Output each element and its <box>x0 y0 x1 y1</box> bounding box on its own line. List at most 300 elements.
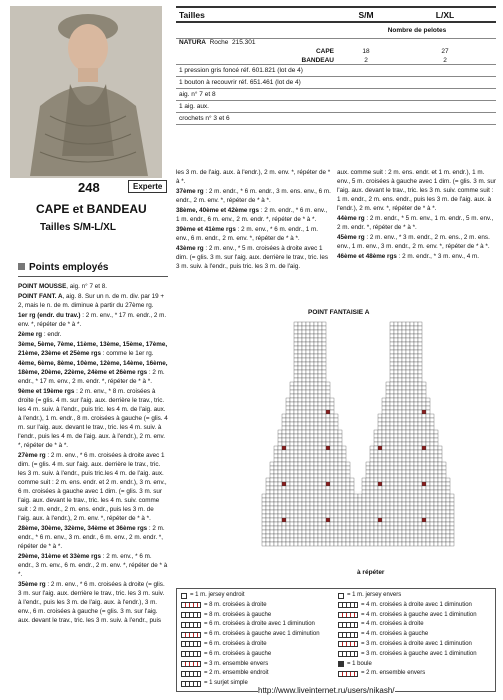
chart-cell <box>378 542 382 546</box>
instruction-row-label: 39ème et 41ème rgs <box>176 226 236 233</box>
chart-cell <box>410 518 414 522</box>
chart-cell <box>274 458 278 462</box>
chart-cell <box>262 538 266 542</box>
chart-cell <box>306 454 310 458</box>
chart-cell <box>294 414 298 418</box>
chart-cell <box>422 394 426 398</box>
chart-cell <box>414 378 418 382</box>
chart-cell <box>318 402 322 406</box>
chart-cell <box>290 542 294 546</box>
chart-cell <box>310 430 314 434</box>
chart-cell <box>422 522 426 526</box>
chart-cell <box>430 454 434 458</box>
chart-cell <box>426 486 430 490</box>
chart-cell <box>434 506 438 510</box>
chart-cell <box>286 434 290 438</box>
chart-cell <box>306 326 310 330</box>
chart-cell <box>366 530 370 534</box>
chart-cell <box>378 470 382 474</box>
chart-cell <box>394 498 398 502</box>
chart-cell <box>282 414 286 418</box>
chart-cell <box>314 438 318 442</box>
chart-cell <box>398 514 402 518</box>
chart-cell <box>434 478 438 482</box>
chart-cell <box>430 522 434 526</box>
section-title <box>18 262 108 273</box>
chart-cell <box>362 478 366 482</box>
chart-cell <box>418 370 422 374</box>
chart-cell <box>450 494 454 498</box>
chart-cell <box>394 334 398 338</box>
chart-cell <box>414 418 418 422</box>
chart-cell <box>422 518 426 522</box>
chart-cell <box>270 522 274 526</box>
stitch-symbol-icon <box>181 641 201 647</box>
chart-cell <box>310 334 314 338</box>
chart-cell <box>398 362 402 366</box>
chart-cell <box>286 474 290 478</box>
chart-cell <box>382 398 386 402</box>
chart-cell <box>386 422 390 426</box>
instruction-text: : 2 m. endr., * 6 m. env., 1 m. endr., 6 m. env., 2 m. endr. *, répéter de * à *. <box>176 207 328 223</box>
chart-cell <box>294 530 298 534</box>
chart-cell <box>374 454 378 458</box>
chart-cell <box>306 342 310 346</box>
chart-cell <box>390 474 394 478</box>
chart-cell <box>374 458 378 462</box>
chart-cell <box>354 534 358 538</box>
chart-cell <box>398 386 402 390</box>
chart-cell <box>406 414 410 418</box>
chart-cell <box>342 538 346 542</box>
chart-cell <box>418 534 422 538</box>
chart-cell <box>302 386 306 390</box>
chart-cell <box>302 486 306 490</box>
chart-cell <box>270 542 274 546</box>
chart-cell <box>318 490 322 494</box>
chart-cell <box>266 518 270 522</box>
chart-cell <box>402 486 406 490</box>
chart-cell <box>402 470 406 474</box>
chart-cell <box>266 514 270 518</box>
chart-cell <box>390 434 394 438</box>
instruction-row-label: 38ème, 40ème et 42ème rgs <box>176 207 259 214</box>
chart-cell <box>442 502 446 506</box>
chart-cell <box>382 478 386 482</box>
chart-cell <box>370 538 374 542</box>
chart-cell <box>350 526 354 530</box>
chart-cell <box>322 378 326 382</box>
chart-cell <box>378 446 382 450</box>
chart-cell <box>314 394 318 398</box>
chart-cell <box>450 530 454 534</box>
chart-cell <box>338 462 342 466</box>
instruction-text: : 2 m. env., * 17 m. endr., 2 m. env. *, répéter de * à *. <box>18 312 167 328</box>
chart-cell <box>282 526 286 530</box>
chart-cell <box>302 330 306 334</box>
chart-cell <box>314 410 318 414</box>
chart-cell <box>410 342 414 346</box>
chart-cell <box>406 486 410 490</box>
chart-cell <box>302 514 306 518</box>
chart-cell <box>334 438 338 442</box>
chart-cell <box>314 474 318 478</box>
chart-cell <box>410 438 414 442</box>
stitch-symbol-icon <box>181 632 201 638</box>
chart-cell <box>282 478 286 482</box>
chart-cell <box>418 466 422 470</box>
chart-cell <box>414 434 418 438</box>
chart-cell <box>322 426 326 430</box>
chart-cell <box>414 382 418 386</box>
chart-cell <box>294 502 298 506</box>
chart-cell <box>418 450 422 454</box>
chart-cell <box>426 530 430 534</box>
chart-cell <box>334 526 338 530</box>
chart-cell <box>338 530 342 534</box>
chart-cell <box>294 538 298 542</box>
chart-cell <box>262 494 266 498</box>
chart-cell <box>342 522 346 526</box>
chart-cell <box>410 462 414 466</box>
chart-cell <box>406 506 410 510</box>
chart-cell <box>326 402 330 406</box>
chart-cell <box>398 350 402 354</box>
chart-cell <box>274 478 278 482</box>
chart-cell <box>326 522 330 526</box>
chart-cell <box>282 438 286 442</box>
chart-cell <box>322 498 326 502</box>
chart-cell <box>302 402 306 406</box>
instruction-text: : 2 m. endr., * 17 m. env., 2 m. endr. *, répéter de * à *. <box>18 369 165 385</box>
chart-cell <box>310 390 314 394</box>
chart-cell <box>318 514 322 518</box>
chart-cell <box>262 534 266 538</box>
chart-cell <box>294 542 298 546</box>
chart-cell <box>414 334 418 338</box>
instruction-paragraph <box>18 387 168 450</box>
chart-cell <box>414 422 418 426</box>
chart-cell <box>278 506 282 510</box>
chart-cell <box>314 374 318 378</box>
chart-cell <box>306 438 310 442</box>
chart-cell <box>334 522 338 526</box>
chart-cell <box>326 414 330 418</box>
chart-cell <box>330 430 334 434</box>
chart-cell <box>426 466 430 470</box>
chart-cell <box>278 498 282 502</box>
chart-cell <box>330 486 334 490</box>
chart-cell <box>430 458 434 462</box>
chart-cell <box>350 486 354 490</box>
chart-cell <box>394 470 398 474</box>
chart-cell <box>386 522 390 526</box>
item-band: BANDEAU <box>301 57 334 64</box>
chart-cell <box>382 538 386 542</box>
chart-cell <box>362 490 366 494</box>
chart-cell <box>306 354 310 358</box>
chart-cell <box>278 526 282 530</box>
chart-cell <box>310 386 314 390</box>
chart-cell <box>410 326 414 330</box>
chart-cell <box>314 366 318 370</box>
chart-cell <box>394 418 398 422</box>
instruction-text: : 2 m. env., * 8 m. croisées à droite (= glis. 4 m. sur l'aig. aux. derrière le trav., tric. les 4 m. suiv. à l'endr., puis tric. les 4 m. de l'aig. aux. à l'endr.), 1 m. endr., 8 m. croisées à gauche (= glis. 4 m. sur l'aig. aux. devant le trav., tric. les 4 m. suiv. à l'endr., puis les 4 m. de l'aig. aux. à l'endr.), 2 m. env. *, répéter de * à *. <box>18 388 168 449</box>
chart-cell <box>366 478 370 482</box>
chart-cell <box>406 342 410 346</box>
chart-cell <box>414 450 418 454</box>
chart-cell <box>298 450 302 454</box>
chart-cell <box>294 330 298 334</box>
chart-cell <box>306 466 310 470</box>
chart-cell <box>406 498 410 502</box>
chart-cell <box>402 422 406 426</box>
chart-cell <box>402 458 406 462</box>
chart-cell <box>362 498 366 502</box>
chart-cell <box>290 406 294 410</box>
chart-cell <box>382 458 386 462</box>
chart-cell <box>406 462 410 466</box>
chart-cell <box>298 418 302 422</box>
chart-cell <box>362 534 366 538</box>
chart-cell <box>298 382 302 386</box>
chart-cell <box>410 450 414 454</box>
chart-cell <box>282 482 286 486</box>
instruction-paragraph <box>337 252 497 261</box>
chart-cell <box>286 482 290 486</box>
chart-cell <box>422 526 426 530</box>
legend-item <box>338 640 491 649</box>
chart-cell <box>290 382 294 386</box>
section-title-text: Points employés <box>29 262 109 273</box>
chart-cell <box>334 442 338 446</box>
chart-cell <box>298 410 302 414</box>
chart-cell <box>278 502 282 506</box>
chart-cell <box>414 326 418 330</box>
chart-cell <box>310 530 314 534</box>
chart-cell <box>406 346 410 350</box>
chart-cell <box>386 406 390 410</box>
chart-cell <box>350 502 354 506</box>
chart-cell <box>314 342 318 346</box>
legend-item <box>338 591 491 600</box>
chart-cell <box>358 522 362 526</box>
chart-cell <box>274 538 278 542</box>
chart-cell <box>294 430 298 434</box>
instruction-paragraph <box>18 282 168 291</box>
instruction-text: : 2 m. env., * 6 m. croisées à droite avec 1 dim. (= glis. 4 m. sur l'aig. aux. derrière le trav., tric. les 3 m. suiv. à l'endr., puis tric.les 4 m. de l'aig. aux. comme suit : 2 m. ens. endr. et 2 m. endr.), 3 m. env., 6 m. croisées à gauche avec 1 dim. (= glis. 3 m. sur l'aig. aux. devant le trav., tric. les 4 m. suiv. comme suit : 2 m. endr., 2 m. ens. endr., puis les 3 m. de l'aig. aux. à l'endr.), 2 m. env. *, répéter de * à *. <box>18 452 167 522</box>
chart-cell <box>298 518 302 522</box>
chart-cell <box>378 490 382 494</box>
chart-cell <box>274 482 278 486</box>
chart-cell <box>422 454 426 458</box>
chart-cell <box>294 358 298 362</box>
chart-cell <box>262 514 266 518</box>
chart-cell <box>426 474 430 478</box>
chart-cell <box>322 502 326 506</box>
chart-cell <box>434 438 438 442</box>
chart-cell <box>318 518 322 522</box>
chart-cell <box>346 518 350 522</box>
chart-cell <box>430 530 434 534</box>
chart-cell <box>298 422 302 426</box>
chart-cell <box>446 494 450 498</box>
chart-cell <box>326 474 330 478</box>
chart-cell <box>378 474 382 478</box>
chart-cell <box>414 510 418 514</box>
chart-cell <box>386 382 390 386</box>
chart-cell <box>438 510 442 514</box>
chart-cell <box>418 382 422 386</box>
chart-cell <box>286 542 290 546</box>
chart-cell <box>390 538 394 542</box>
chart-cell <box>394 462 398 466</box>
chart-cell <box>430 494 434 498</box>
chart-cell <box>446 526 450 530</box>
chart-cell <box>330 518 334 522</box>
chart-cell <box>306 366 310 370</box>
chart-cell <box>382 506 386 510</box>
chart-cell <box>314 354 318 358</box>
chart-cell <box>382 490 386 494</box>
chart-cell <box>310 358 314 362</box>
chart-cell <box>418 490 422 494</box>
chart-cell <box>322 494 326 498</box>
chart-cell <box>410 378 414 382</box>
chart-cell <box>446 510 450 514</box>
chart-cell <box>318 438 322 442</box>
chart-cell <box>302 390 306 394</box>
chart-cell <box>386 490 390 494</box>
chart-cell <box>294 354 298 358</box>
band-lxl: 2 <box>443 57 447 64</box>
chart-cell <box>290 498 294 502</box>
chart-cell <box>414 506 418 510</box>
chart-cell <box>434 474 438 478</box>
chart-cell <box>426 434 430 438</box>
chart-cell <box>278 446 282 450</box>
chart-cell <box>314 326 318 330</box>
chart-cell <box>322 538 326 542</box>
chart-cell <box>410 410 414 414</box>
chart-cell <box>342 474 346 478</box>
chart-cell <box>438 522 442 526</box>
chart-cell <box>386 410 390 414</box>
chart-cell <box>310 422 314 426</box>
chart-cell <box>374 434 378 438</box>
chart-cell <box>302 474 306 478</box>
stitch-symbol-icon <box>181 661 201 667</box>
legend-label: = 6 m. croisées à gauche avec 1 diminution <box>204 631 320 638</box>
chart-cell <box>414 458 418 462</box>
chart-cell <box>318 418 322 422</box>
chart-cell <box>342 534 346 538</box>
chart-cell <box>274 486 278 490</box>
chart-cell <box>322 482 326 486</box>
chart-cell <box>426 422 430 426</box>
chart-cell <box>266 494 270 498</box>
chart-cell <box>382 446 386 450</box>
chart-cell <box>378 418 382 422</box>
chart-cell <box>322 470 326 474</box>
chart-cell <box>266 522 270 526</box>
chart-cell <box>322 382 326 386</box>
chart-cell <box>306 338 310 342</box>
chart-cell <box>270 462 274 466</box>
chart-cell <box>294 394 298 398</box>
chart-cell <box>374 514 378 518</box>
chart-cell <box>298 394 302 398</box>
chart-cell <box>398 490 402 494</box>
chart-cell <box>290 418 294 422</box>
chart-cell <box>402 498 406 502</box>
chart-cell <box>382 494 386 498</box>
chart-cell <box>394 374 398 378</box>
chart-cell <box>326 510 330 514</box>
chart-cell <box>402 386 406 390</box>
chart-cell <box>270 470 274 474</box>
chart-cell <box>402 406 406 410</box>
chart-cell <box>354 518 358 522</box>
chart-cell <box>322 362 326 366</box>
chart-cell <box>330 494 334 498</box>
instruction-paragraph <box>337 168 497 213</box>
instruction-paragraph <box>337 214 497 232</box>
chart-cell <box>322 338 326 342</box>
chart-cell <box>438 542 442 546</box>
chart-cell <box>362 538 366 542</box>
legend-label: = 1 m. jersey envers <box>347 592 402 598</box>
instruction-text: : 2 m. env., * 6 m. endr., 3 m. env., 6 m. endr., 2 m. env. *, répéter de * à *. <box>18 553 168 578</box>
chart-cell <box>342 478 346 482</box>
chart-cell <box>418 386 422 390</box>
chart-cell <box>378 510 382 514</box>
legend-item <box>181 591 334 600</box>
legend-item <box>338 660 491 669</box>
instruction-paragraph <box>18 292 168 310</box>
chart-cell <box>354 538 358 542</box>
chart-cell <box>274 470 278 474</box>
chart-cell <box>330 398 334 402</box>
chart-cell <box>298 438 302 442</box>
chart-cell <box>314 522 318 526</box>
chart-cell <box>266 482 270 486</box>
chart-cell <box>282 522 286 526</box>
chart-cell <box>294 338 298 342</box>
chart-cell <box>314 454 318 458</box>
chart-cell <box>278 430 282 434</box>
chart-cell <box>338 542 342 546</box>
chart-cell <box>450 506 454 510</box>
chart-cell <box>430 526 434 530</box>
chart-cell <box>298 398 302 402</box>
chart-cell <box>426 402 430 406</box>
chart-cell <box>322 450 326 454</box>
chart-cell <box>318 454 322 458</box>
chart-cell <box>382 466 386 470</box>
chart-cell <box>406 402 410 406</box>
chart-cell <box>442 530 446 534</box>
chart-cell <box>446 514 450 518</box>
chart-cell <box>338 482 342 486</box>
instructions-middle-column <box>176 168 331 272</box>
chart-cell <box>342 470 346 474</box>
chart-cell <box>302 458 306 462</box>
chart-cell <box>418 378 422 382</box>
chart-cell <box>370 518 374 522</box>
chart-cell <box>426 534 430 538</box>
chart-cell <box>314 346 318 350</box>
